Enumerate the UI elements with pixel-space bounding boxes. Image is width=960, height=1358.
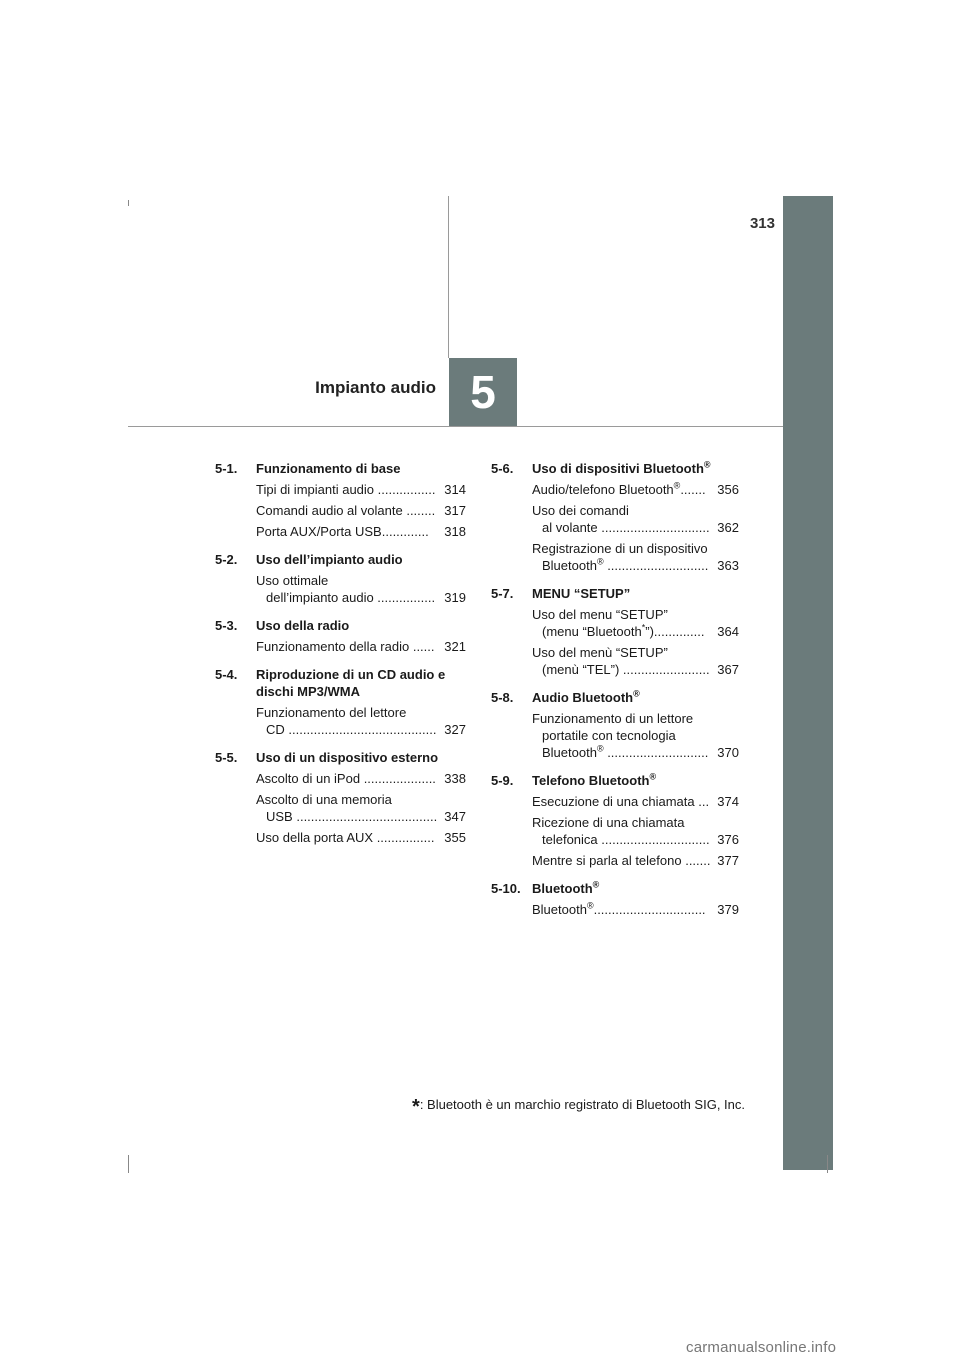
toc-entry-line1 (256, 523, 438, 540)
toc-section-heading (215, 749, 466, 766)
toc-entry-leader: ................ (376, 830, 435, 845)
toc-entry-line1 (532, 540, 711, 557)
toc-entry-leader: .............. (653, 624, 705, 639)
toc-entry-line1 (532, 502, 711, 519)
toc-entry-leader: ....... (685, 853, 711, 868)
toc-entry-text: Uso ottimale (256, 573, 329, 588)
toc-entry-line1 (256, 638, 438, 655)
toc-entry (215, 770, 466, 787)
toc-entry-line1 (256, 572, 438, 589)
toc-entry-leader: .............................. (601, 520, 710, 535)
toc-entry-page: 379 (717, 902, 739, 917)
toc-entry-text: Esecuzione di una chiamata (532, 794, 699, 809)
watermark-url: carmanualsonline.info (686, 1339, 837, 1356)
registered-mark: ® (703, 459, 711, 470)
toc-entry (215, 791, 466, 825)
toc-entry-text: Bluetooth (532, 902, 587, 917)
toc-entry-text: Mentre si parla al telefono (532, 853, 686, 868)
toc-entry (215, 572, 466, 606)
page-number: 313 (749, 215, 775, 232)
chapter-title: Impianto audio (315, 378, 436, 397)
toc-entry-leader: .............................. (601, 832, 710, 847)
toc-entry-line2 (256, 589, 438, 606)
toc-entry-line1 (532, 606, 711, 623)
toc-entry-leader: ....... (680, 482, 706, 497)
toc-entry-text-cont: (menu “Bluetooth (542, 624, 642, 639)
footnote-mark: * (412, 1096, 420, 1118)
toc-entry (491, 710, 739, 761)
toc-section-heading (215, 460, 466, 477)
toc-entry-line2 (256, 721, 438, 738)
toc-entry-line1 (532, 852, 711, 869)
toc-entry (215, 638, 466, 655)
toc-entry-page: 362 (717, 520, 739, 535)
toc-section-heading (215, 551, 466, 568)
toc-entry-text: Ricezione di una chiamata (532, 815, 685, 830)
toc-entry (491, 540, 739, 574)
footnote-text: : Bluetooth è un marchio registrato di Bluetooth SIG, Inc. (419, 1097, 745, 1112)
toc-entry-text-cont: al volante (542, 520, 602, 535)
toc-entry-page: 355 (444, 830, 466, 845)
toc-entry-page: 367 (717, 662, 739, 677)
toc-section-number: 5-1. (215, 461, 238, 476)
toc-entry (491, 852, 739, 869)
toc-entry-line1 (532, 481, 711, 498)
toc-entry-line1 (256, 704, 438, 721)
toc-entry (491, 901, 739, 918)
toc-entry-line2 (256, 808, 438, 825)
toc-entry-page: 319 (444, 590, 466, 605)
toc-entry-page: 356 (717, 482, 739, 497)
toc-entry-line1 (532, 793, 711, 810)
crop-mark (128, 1155, 129, 1173)
toc-entry-leader: ... (698, 794, 710, 809)
toc-entry-line1 (256, 770, 438, 787)
registered-mark: ® (633, 688, 640, 699)
registered-mark: ® (596, 556, 604, 567)
toc-section-title: Bluetooth (532, 881, 593, 896)
toc-entry-page: 347 (444, 809, 466, 824)
toc-entry-leader: ...... (412, 639, 435, 654)
toc-entry-line2 (532, 557, 711, 574)
toc-section-title: MENU “SETUP” (532, 586, 631, 601)
toc-entry (491, 502, 739, 536)
toc-entry-page: 327 (444, 722, 466, 737)
toc-section-number: 5-9. (491, 773, 514, 788)
crop-mark (827, 1155, 828, 1173)
asterisk-mark: * (641, 622, 646, 633)
toc-entry-line1 (256, 481, 438, 498)
toc-entry-text-cont: telefonica (542, 832, 602, 847)
toc-entry-line3 (532, 744, 711, 761)
toc-entry-page: 376 (717, 832, 739, 847)
toc-entry-page: 321 (444, 639, 466, 654)
registered-mark: ® (592, 879, 600, 890)
toc-entry-line2 (532, 831, 711, 848)
toc-entry (491, 606, 739, 640)
toc-entry (215, 704, 466, 738)
toc-entry-text: Uso del menu “SETUP” (532, 607, 668, 622)
toc-entry-text: Uso della porta AUX (256, 830, 377, 845)
toc-entry-page: 314 (444, 482, 466, 497)
toc-section-heading (215, 666, 466, 700)
toc-section-title: Audio Bluetooth (532, 690, 634, 705)
toc-section-title: Funzionamento di base (256, 461, 401, 476)
toc-section-title: Riproduzione di un CD audio e (256, 667, 446, 682)
toc-entry-line1 (256, 791, 438, 808)
registered-mark: ® (596, 743, 604, 754)
toc-entry-text-cont: USB (266, 809, 297, 824)
toc-entry-leader: ................ (377, 482, 436, 497)
toc-entry-page: 317 (444, 503, 466, 518)
toc-entry-line1 (532, 901, 711, 918)
toc-entry-page: 364 (717, 624, 739, 639)
toc-entry-line1 (256, 502, 438, 519)
toc-section-number: 5-8. (491, 690, 514, 705)
toc-entry-leader: ................ (377, 590, 436, 605)
toc-entry-text-cont: CD (266, 722, 289, 737)
toc-section-title-line2: dischi MP3/WMA (256, 684, 361, 699)
toc-section-title: Uso di dispositivi Bluetooth (532, 461, 704, 476)
toc-entry-page: 377 (717, 853, 739, 868)
toc-entry (215, 502, 466, 519)
toc-entry-leader: ............................ (603, 558, 709, 573)
toc-entry-page: 374 (717, 794, 739, 809)
toc-entry-page: 370 (717, 745, 739, 760)
toc-entry-text: Ascolto di un iPod (256, 771, 364, 786)
toc-entry-line2 (532, 623, 711, 640)
toc-entry-leader: ............................ (603, 745, 709, 760)
toc-entry-page: 318 (444, 524, 466, 539)
toc-entry (491, 481, 739, 498)
registered-mark: ® (649, 771, 657, 782)
toc-section-number: 5-6. (491, 461, 514, 476)
toc-section-heading (491, 689, 739, 706)
header-vertical-rule (448, 196, 449, 358)
toc-entry-text-cont: (menù “TEL”) (542, 662, 623, 677)
registered-mark: ® (673, 480, 681, 491)
toc-section-heading (491, 460, 739, 477)
toc-entry-leader: ........ (406, 503, 436, 518)
toc-section-title: Uso dell’impianto audio (256, 552, 403, 567)
header-horizontal-rule (128, 426, 783, 427)
toc-entry-text: Comandi audio al volante (256, 503, 407, 518)
toc-entry-line1 (532, 710, 711, 727)
toc-entry-line1 (256, 829, 438, 846)
toc-entry-text: Registrazione di un dispositivo (532, 541, 708, 556)
toc-entry (491, 644, 739, 678)
footnote (385, 1096, 745, 1119)
toc-entry-text-cont: Bluetooth (542, 558, 597, 573)
toc-entry-text: Ascolto di una memoria (256, 792, 392, 807)
toc-entry-text: Uso del menù “SETUP” (532, 645, 668, 660)
toc-section-title: Telefono Bluetooth (532, 773, 650, 788)
toc-entry-line2 (532, 727, 711, 744)
toc-entry (491, 793, 739, 810)
toc-entry-text-cont: ”) (645, 624, 654, 639)
crop-mark (128, 200, 129, 206)
toc-entry-line1 (532, 644, 711, 661)
toc-entry-text: Uso dei comandi (532, 503, 629, 518)
toc-section-number: 5-2. (215, 552, 238, 567)
toc-entry-line2 (532, 661, 711, 678)
toc-section-number: 5-5. (215, 750, 238, 765)
toc-entry-text: Funzionamento della radio (256, 639, 413, 654)
toc-entry-page: 338 (444, 771, 466, 786)
toc-entry-text: Funzionamento di un lettore (532, 711, 694, 726)
toc-column-left (215, 460, 466, 846)
toc-entry-text: Tipi di impianti audio (256, 482, 378, 497)
toc-entry-leader: ......................................... (288, 722, 437, 737)
toc-entry-leader: ....................................... (296, 809, 438, 824)
toc-entry-page: 363 (717, 558, 739, 573)
toc-entry (215, 829, 466, 846)
toc-entry-text-cont: dell’impianto audio (266, 590, 378, 605)
toc-section-heading (491, 585, 739, 602)
toc-section-number: 5-7. (491, 586, 514, 601)
toc-entry-leader: ............. (381, 524, 429, 539)
registered-mark: ® (586, 900, 594, 911)
toc-entry-line2 (532, 519, 711, 536)
toc-section-number: 5-10. (491, 881, 521, 896)
toc-section-heading (215, 617, 466, 634)
toc-entry-text: Porta AUX/Porta USB (256, 524, 382, 539)
toc-entry-text-cont: Bluetooth (542, 745, 597, 760)
toc-section-title: Uso della radio (256, 618, 350, 633)
toc-section-heading (491, 772, 739, 789)
toc-entry-line1 (532, 814, 711, 831)
toc-section-heading (491, 880, 739, 897)
chapter-number-box: 5 (449, 358, 517, 426)
toc-entry-text: Audio/telefono Bluetooth (532, 482, 674, 497)
toc-section-title: Uso di un dispositivo esterno (256, 750, 439, 765)
toc-entry-leader: ............................... (593, 902, 706, 917)
toc-entry (491, 814, 739, 848)
chapter-side-tab (783, 196, 833, 1170)
toc-entry-leader: ........................ (622, 662, 710, 677)
toc-column-right (491, 460, 739, 918)
toc-entry (215, 523, 466, 540)
toc-section-number: 5-3. (215, 618, 238, 633)
toc-entry-text: Funzionamento del lettore (256, 705, 407, 720)
toc-section-number: 5-4. (215, 667, 238, 682)
toc-entry-text-cont: portatile con tecnologia (542, 728, 676, 743)
toc-entry (215, 481, 466, 498)
toc-entry-leader: .................... (363, 771, 436, 786)
